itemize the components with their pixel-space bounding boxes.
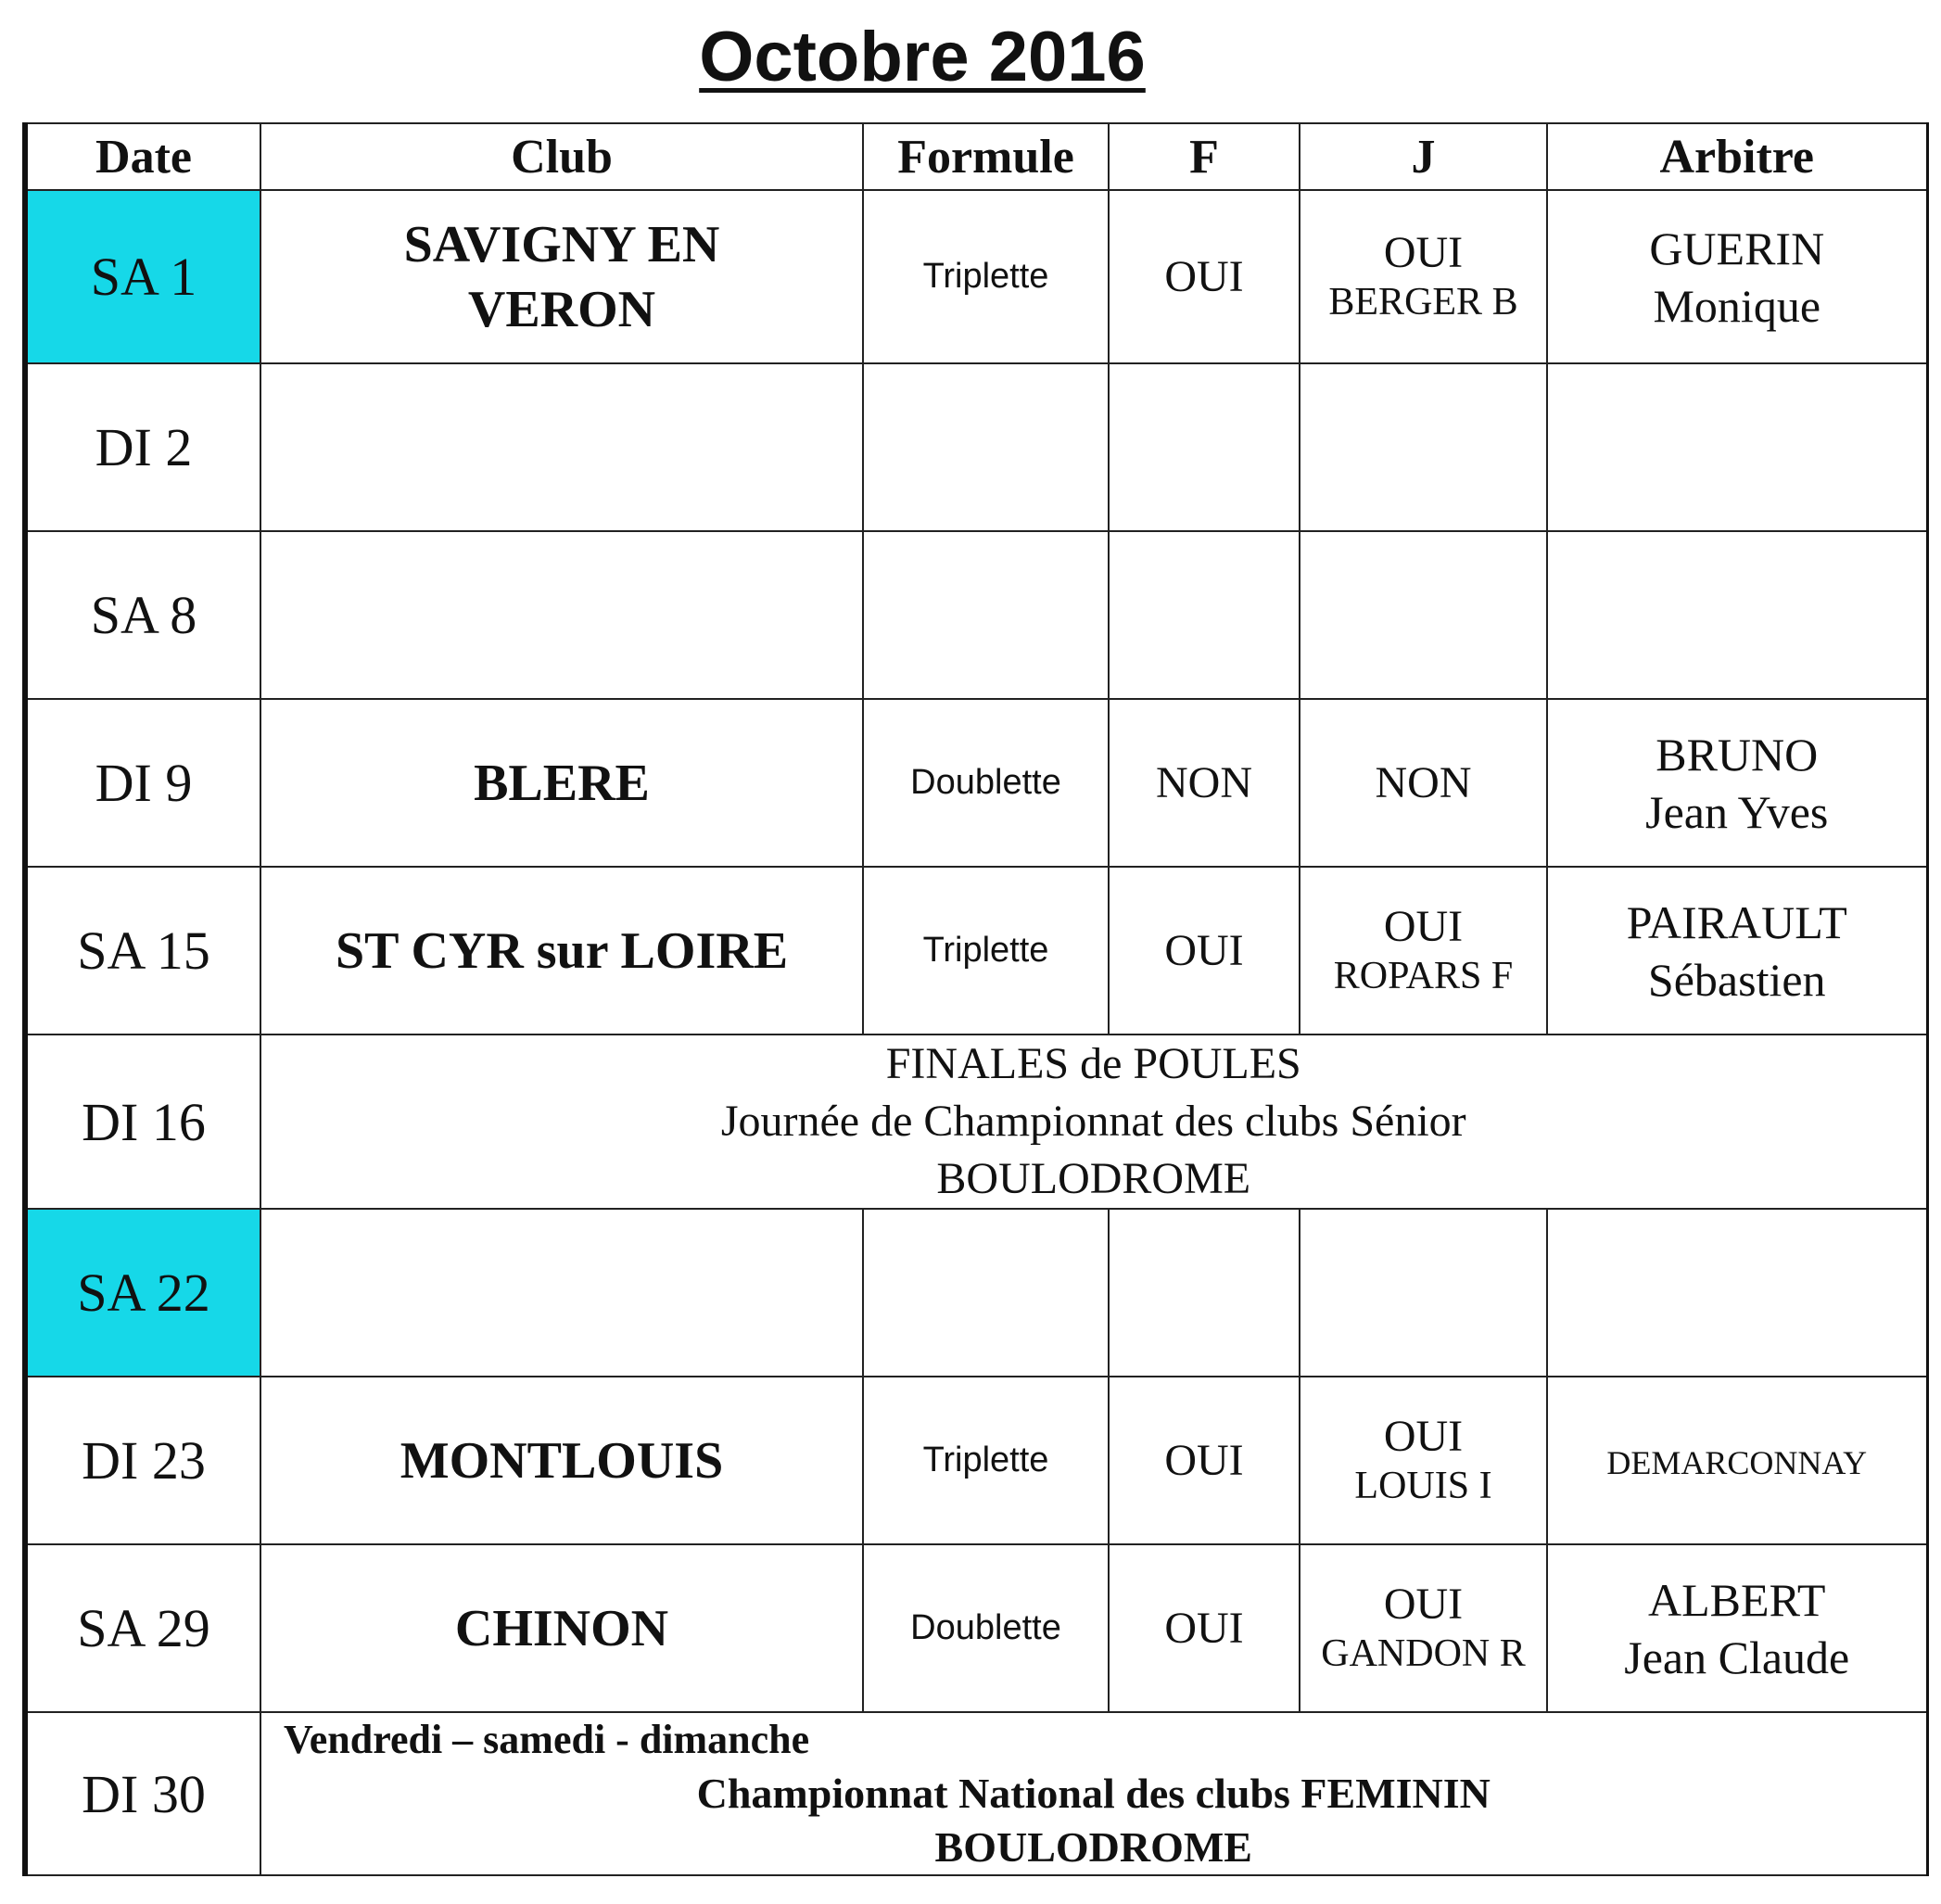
formule-cell: Doublette — [863, 1544, 1109, 1712]
table-row — [25, 363, 1927, 531]
header-arbitre: Arbitre — [1547, 123, 1927, 190]
date-cell: DI 2 — [25, 363, 260, 531]
header-formule: Formule — [863, 123, 1109, 190]
arbitre-cell — [1547, 531, 1927, 699]
formule-cell: Triplette — [863, 867, 1109, 1035]
arbitre-line: PAIRAULT — [1626, 895, 1847, 948]
date-cell: SA 29 — [25, 1544, 260, 1712]
j-cell — [1300, 1209, 1547, 1377]
header-j: J — [1300, 123, 1547, 190]
f-cell: NON — [1109, 699, 1300, 867]
club-cell — [260, 363, 863, 531]
table-row — [25, 1035, 1927, 1209]
event-span-cell — [260, 1035, 1927, 1209]
j-line: OUI — [1383, 1411, 1464, 1461]
f-cell: OUI — [1109, 190, 1300, 363]
date-cell: DI 30 — [25, 1712, 260, 1875]
club-cell: BLERE — [260, 699, 863, 867]
arbitre-line: Jean Claude — [1624, 1631, 1850, 1683]
formule-cell: Triplette — [863, 1377, 1109, 1544]
event-line: BOULODROME — [934, 1823, 1252, 1871]
j-line: BERGER B — [1328, 280, 1518, 324]
j-cell — [1300, 1377, 1547, 1544]
arbitre-line: Jean Yves — [1645, 785, 1829, 838]
date-cell: DI 23 — [25, 1377, 260, 1544]
event-line: Journée de Championnat des clubs Sénior — [720, 1097, 1466, 1146]
date-cell: DI 16 — [25, 1035, 260, 1209]
f-cell: OUI — [1109, 1544, 1300, 1712]
j-line: OUI — [1383, 227, 1464, 277]
formule-cell — [863, 531, 1109, 699]
f-cell — [1109, 1209, 1300, 1377]
arbitre-cell — [1547, 1377, 1927, 1544]
header-date: Date — [25, 123, 260, 190]
date-cell: DI 9 — [25, 699, 260, 867]
event-line: BOULODROME — [936, 1154, 1251, 1203]
formule-cell: Doublette — [863, 699, 1109, 867]
f-cell: OUI — [1109, 867, 1300, 1035]
formule-cell: Triplette — [863, 190, 1109, 363]
club-cell — [260, 190, 863, 363]
table-row — [25, 531, 1927, 699]
event-line: Vendredi – samedi - dimanche — [284, 1717, 810, 1762]
header-row — [25, 123, 1927, 190]
f-cell: OUI — [1109, 1377, 1300, 1544]
table-row — [25, 1209, 1927, 1377]
event-line: FINALES de POULES — [885, 1039, 1301, 1088]
arbitre-line: Sébastien — [1647, 953, 1826, 1006]
event-span-cell — [260, 1712, 1927, 1875]
j-line: OUI — [1383, 901, 1464, 951]
header-f: F — [1109, 123, 1300, 190]
j-line: LOUIS I — [1354, 1464, 1492, 1507]
j-cell — [1300, 190, 1547, 363]
j-line: OUI — [1383, 1579, 1464, 1629]
club-cell: MONTLOUIS — [260, 1377, 863, 1544]
table-row — [25, 1712, 1927, 1875]
date-cell: SA 15 — [25, 867, 260, 1035]
j-cell — [1300, 1544, 1547, 1712]
j-cell: NON — [1300, 699, 1547, 867]
date-cell: SA 1 — [25, 190, 260, 363]
j-cell — [1300, 363, 1547, 531]
j-line: GANDON R — [1321, 1631, 1526, 1675]
formule-cell — [863, 363, 1109, 531]
arbitre-cell — [1547, 363, 1927, 531]
arbitre-line: DEMARCONNAY — [1606, 1444, 1868, 1481]
page-title — [0, 11, 1845, 104]
arbitre-cell — [1547, 190, 1927, 363]
schedule-table — [22, 122, 1929, 1876]
f-cell — [1109, 363, 1300, 531]
club-line: SAVIGNY EN — [403, 215, 720, 273]
table-row — [25, 190, 1927, 363]
arbitre-cell — [1547, 1209, 1927, 1377]
date-cell: SA 22 — [25, 1209, 260, 1377]
arbitre-line: BRUNO — [1656, 728, 1819, 781]
table-row — [25, 1544, 1927, 1712]
arbitre-line: ALBERT — [1648, 1573, 1826, 1626]
date-cell: SA 8 — [25, 531, 260, 699]
arbitre-cell — [1547, 1544, 1927, 1712]
header-club: Club — [260, 123, 863, 190]
club-cell — [260, 1209, 863, 1377]
club-cell — [260, 531, 863, 699]
event-line: Championnat National des clubs FEMININ — [696, 1770, 1491, 1817]
table-row — [25, 699, 1927, 867]
j-cell — [1300, 867, 1547, 1035]
club-cell: ST CYR sur LOIRE — [260, 867, 863, 1035]
page-title-text: Octobre 2016 — [699, 18, 1146, 96]
club-line: VERON — [467, 280, 656, 338]
formule-cell — [863, 1209, 1109, 1377]
f-cell — [1109, 531, 1300, 699]
arbitre-cell — [1547, 867, 1927, 1035]
club-cell: CHINON — [260, 1544, 863, 1712]
j-cell — [1300, 531, 1547, 699]
table-row — [25, 1377, 1927, 1544]
arbitre-cell — [1547, 699, 1927, 867]
j-line: ROPARS F — [1333, 954, 1514, 997]
arbitre-line: Monique — [1653, 279, 1821, 332]
arbitre-line: GUERIN — [1649, 222, 1825, 274]
table-row — [25, 867, 1927, 1035]
